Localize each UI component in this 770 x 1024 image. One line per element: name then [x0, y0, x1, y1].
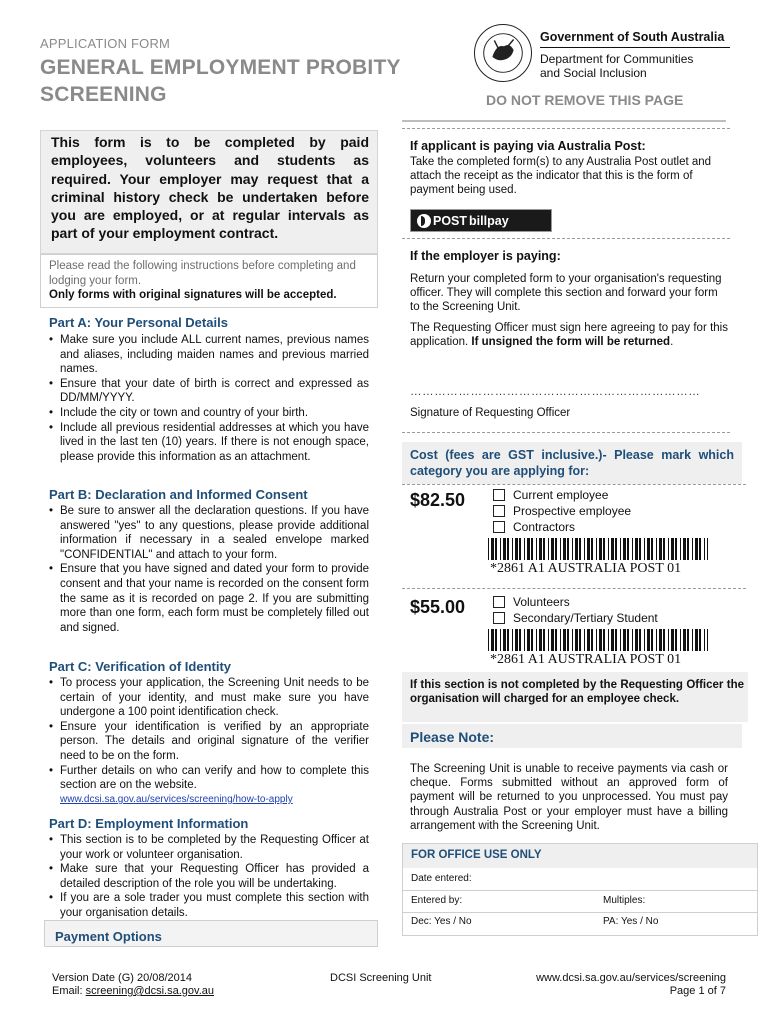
footer-right: [536, 972, 726, 998]
australia-post-icon: [417, 214, 431, 228]
barcode-bar: [579, 538, 581, 560]
list-item: • Ensure your identification is verified by an appropriate person. The details and original signature of the verifier need to be on the form.: [49, 720, 369, 764]
barcode-bar: [527, 629, 530, 651]
barcode-bar: [707, 629, 708, 651]
barcode-bar: [620, 538, 621, 560]
post-billpay-logo: [410, 209, 552, 232]
checkbox[interactable]: [493, 521, 505, 533]
barcode-bar: [635, 629, 638, 651]
barcode-bar: [503, 538, 506, 560]
part-b-title: Part B: Declaration and Informed Consent: [49, 487, 308, 502]
post-billpay-word2: billpay: [469, 213, 509, 228]
checkbox[interactable]: [493, 505, 505, 517]
date-entered-field[interactable]: Date entered:: [411, 873, 472, 884]
barcode-bar: [651, 629, 653, 651]
instructions-text: Please read the following instructions before completing and lodging your form.: [49, 260, 356, 287]
requesting-officer-text-end: .: [670, 336, 674, 349]
barcode-bar: [539, 538, 542, 560]
government-title: Government of South Australia: [540, 30, 725, 44]
requesting-officer-text-bold: If unsigned the form will be returned: [471, 336, 671, 349]
barcode-bar: [491, 538, 494, 560]
checkbox[interactable]: [493, 596, 505, 608]
barcode-bar: [543, 629, 545, 651]
barcode-bar: [675, 629, 677, 651]
barcode-bar: [671, 629, 674, 651]
barcode-bar: [543, 538, 545, 560]
please-note-title: Please Note:: [410, 729, 495, 745]
barcode-bar: [527, 538, 530, 560]
barcode-bar: [575, 538, 578, 560]
footer-left: [52, 972, 214, 998]
option-student[interactable]: [493, 611, 658, 625]
barcode-bar: [503, 629, 506, 651]
barcode-tier-1: [488, 538, 708, 560]
barcode-bar: [587, 538, 590, 560]
list-item: • Be sure to answer all the declaration questions. If you have answered "yes" to any questions, please provide additional information if necessary in a sealed envelope marked "CONFIDENTIAL" and attach to your form.: [49, 504, 369, 562]
barcode-bar: [704, 538, 705, 560]
list-item: • Make sure that your Requesting Officer has provided a detailed description of the role you will be undertaking.: [49, 862, 369, 891]
barcode-bar: [635, 538, 638, 560]
unsigned-warning: If this section is not completed by the Requesting Officer the organisation will charged for an employee check.: [410, 679, 744, 706]
footer-website[interactable]: www.dcsi.sa.gov.au/services/screening: [536, 972, 726, 984]
barcode-bar: [687, 538, 689, 560]
requesting-officer-text-normal: The Requesting Officer must sign here agreeing to pay for this application.: [410, 322, 728, 349]
office-row-divider: [403, 912, 757, 913]
do-not-remove-notice: DO NOT REMOVE THIS PAGE: [486, 92, 684, 108]
barcode-bar: [563, 629, 566, 651]
barcode-bar: [579, 629, 581, 651]
barcode-bar: [656, 629, 657, 651]
barcode-bar: [683, 629, 686, 651]
barcode-bar: [695, 629, 698, 651]
barcode-bar: [692, 538, 693, 560]
part-d-title: Part D: Employment Information: [49, 816, 249, 831]
barcode-bar: [623, 629, 626, 651]
requesting-officer-text: [410, 321, 728, 349]
original-signature-note: Only forms with original signatures will be accepted.: [49, 289, 337, 301]
how-to-apply-link[interactable]: www.dcsi.sa.gov.au/services/screening/how-to-apply: [60, 794, 293, 805]
email-link[interactable]: screening@dcsi.sa.gov.au: [85, 985, 214, 997]
barcode-bar: [671, 538, 674, 560]
barcode-bar: [536, 629, 537, 651]
instructions-box: [40, 254, 378, 308]
office-use-box: [402, 843, 758, 936]
section-divider: [402, 588, 746, 589]
part-d-list: [49, 833, 369, 921]
barcode-text-tier-1: *2861 A1 AUSTRALIA POST 01: [490, 561, 682, 576]
barcode-bar: [531, 538, 533, 560]
option-volunteers[interactable]: [493, 595, 570, 609]
dec-field[interactable]: Dec: Yes / No: [411, 916, 472, 927]
barcode-bar: [695, 538, 698, 560]
barcode-bar: [563, 538, 566, 560]
barcode-bar: [515, 629, 518, 651]
barcode-bar: [591, 629, 593, 651]
barcode-bar: [680, 629, 681, 651]
barcode-bar: [551, 538, 554, 560]
form-type-label: APPLICATION FORM: [40, 36, 171, 51]
barcode-bar: [603, 629, 605, 651]
barcode-bar: [507, 538, 509, 560]
checkbox[interactable]: [493, 612, 505, 624]
payment-options-heading: Payment Options: [44, 920, 378, 947]
header-divider: [540, 47, 730, 48]
option-current-employee[interactable]: [493, 488, 608, 502]
list-item: • This section is to be completed by the Requesting Officer at your work or volunteer organisation.: [49, 833, 369, 862]
option-label: Secondary/Tertiary Student: [513, 611, 658, 625]
barcode-bar: [647, 629, 650, 651]
barcode-bar: [707, 538, 708, 560]
barcode-bar: [515, 538, 518, 560]
page-title: [40, 54, 401, 108]
barcode-bar: [615, 538, 617, 560]
section-divider: [402, 128, 730, 129]
barcode-bar: [495, 538, 497, 560]
barcode-bar: [560, 629, 561, 651]
barcode-bar: [488, 629, 489, 651]
barcode-bar: [639, 629, 641, 651]
price-tier-2: $55.00: [410, 597, 466, 617]
email-label: Email:: [52, 985, 86, 997]
barcode-bar: [632, 538, 633, 560]
right-column-top-rule: [402, 120, 726, 122]
barcode-bar: [644, 538, 645, 560]
government-seal-icon: [474, 24, 532, 82]
part-c-title: Part C: Verification of Identity: [49, 659, 232, 674]
barcode-bar: [627, 538, 629, 560]
department-line2: and Social Inclusion: [540, 66, 647, 80]
barcode-bar: [524, 538, 525, 560]
barcode-bar: [632, 629, 633, 651]
barcode-bar: [491, 629, 494, 651]
option-label: Contractors: [513, 520, 576, 534]
barcode-bar: [656, 538, 657, 560]
price-tier-1: $82.50: [410, 490, 466, 510]
barcode-bar: [668, 629, 669, 651]
please-note-text: The Screening Unit is unable to receive payments via cash or cheque. Forms submitted without an approved form of payment will be returned to you unprocessed. You must pay through Australia Post or your employer must have a billing arrangement with the Screening Unit.: [410, 763, 728, 832]
barcode-bar: [599, 629, 602, 651]
barcode-bar: [591, 538, 593, 560]
barcode-bar: [639, 538, 641, 560]
barcode-bar: [608, 538, 609, 560]
list-item: • Include the city or town and country of your birth.: [49, 406, 369, 421]
barcode-bar: [683, 538, 686, 560]
barcode-bar: [572, 629, 573, 651]
list-item: • Further details on who can verify and how to complete this section are on the website.: [49, 764, 369, 793]
barcode-bar: [500, 538, 501, 560]
barcode-bar: [548, 538, 549, 560]
barcode-bar: [512, 538, 513, 560]
option-label: Volunteers: [513, 595, 570, 609]
part-b-list: [49, 504, 369, 635]
barcode-bar: [555, 629, 557, 651]
list-item: • Ensure that your date of birth is correct and expressed as DD/MM/YYYY.: [49, 377, 369, 406]
option-label: Current employee: [513, 488, 609, 502]
list-item: • If you are a sole trader you must complete this section with your organisation details.: [49, 891, 369, 920]
barcode-bar: [539, 629, 542, 651]
barcode-bar: [495, 629, 497, 651]
barcode-bar: [500, 629, 501, 651]
barcode-bar: [596, 629, 597, 651]
office-row-divider: [403, 890, 757, 891]
list-item: • Make sure you include ALL current names, previous names and aliases, including maiden names and previous married names.: [49, 333, 369, 377]
barcode-bar: [584, 629, 585, 651]
footer-email: [52, 985, 214, 998]
barcode-bar: [551, 629, 554, 651]
pa-field[interactable]: PA: Yes / No: [603, 916, 659, 927]
entered-by-field[interactable]: Entered by:: [411, 895, 463, 906]
barcode-bar: [555, 538, 557, 560]
australia-post-heading: If applicant is paying via Australia Post:: [410, 139, 646, 153]
barcode-bar: [611, 629, 614, 651]
barcode-bar: [512, 629, 513, 651]
barcode-bar: [620, 629, 621, 651]
page-title-line1: GENERAL EMPLOYMENT PROBITY: [40, 56, 401, 79]
barcode-bar: [524, 629, 525, 651]
multiples-field[interactable]: Multiples:: [603, 895, 646, 906]
list-item: • Ensure that you have signed and dated your form to provide consent and that your name is recorded on the consent form the same as it is recorded on page 2. If you are submitting more than one form, each form must be completely filled out and signed.: [49, 562, 369, 635]
part-c-list: [49, 676, 369, 793]
part-a-title: Part A: Your Personal Details: [49, 315, 228, 330]
checkbox[interactable]: [493, 489, 505, 501]
barcode-text-tier-2: *2861 A1 AUSTRALIA POST 01: [490, 652, 682, 667]
post-billpay-word1: POST: [433, 213, 468, 228]
barcode-bar: [704, 629, 705, 651]
employer-paying-text: Return your completed form to your organisation's requesting officer. They will complete this section and forward your form to the Screening Unit.: [410, 273, 722, 314]
barcode-bar: [659, 629, 662, 651]
department-name: [540, 52, 693, 80]
cost-heading: Cost (fees are GST inclusive.)- Please mark which category you are applying for:: [402, 442, 742, 484]
barcode-bar: [668, 538, 669, 560]
barcode-bar: [519, 629, 521, 651]
list-item: • To process your application, the Screening Unit needs to be certain of your identity, and must make sure you have undergone a 100 point identification check.: [49, 676, 369, 720]
barcode-bar: [627, 629, 629, 651]
department-line1: Department for Communities: [540, 52, 694, 66]
barcode-bar: [699, 629, 701, 651]
barcode-bar: [659, 538, 662, 560]
option-contractors[interactable]: [493, 520, 575, 534]
signature-label: Signature of Requesting Officer: [410, 407, 571, 419]
part-a-list: [49, 333, 369, 464]
barcode-bar: [651, 538, 653, 560]
barcode-bar: [587, 629, 590, 651]
section-divider: [402, 238, 730, 239]
barcode-bar: [572, 538, 573, 560]
barcode-bar: [692, 629, 693, 651]
barcode-bar: [507, 629, 509, 651]
barcode-bar: [647, 538, 650, 560]
option-prospective-employee[interactable]: [493, 504, 631, 518]
barcode-tier-2: [488, 629, 708, 651]
barcode-bar: [531, 629, 533, 651]
barcode-bar: [663, 538, 665, 560]
barcode-bar: [560, 538, 561, 560]
office-use-title: FOR OFFICE USE ONLY: [403, 844, 757, 868]
barcode-bar: [675, 538, 677, 560]
footer-unit: DCSI Screening Unit: [330, 972, 432, 984]
barcode-bar: [567, 538, 569, 560]
barcode-bar: [596, 538, 597, 560]
barcode-bar: [644, 629, 645, 651]
barcode-bar: [663, 629, 665, 651]
barcode-bar: [599, 538, 602, 560]
barcode-bar: [575, 629, 578, 651]
barcode-bar: [680, 538, 681, 560]
barcode-bar: [623, 538, 626, 560]
page-number: Page 1 of 7: [669, 985, 726, 997]
barcode-bar: [608, 629, 609, 651]
barcode-bar: [699, 538, 701, 560]
australia-post-text: Take the completed form(s) to any Australia Post outlet and attach the receipt as the indicator that this is the form of payment being used.: [410, 156, 712, 197]
barcode-bar: [567, 629, 569, 651]
barcode-bar: [687, 629, 689, 651]
barcode-bar: [488, 538, 489, 560]
page-title-line2: SCREENING: [40, 83, 167, 106]
barcode-bar: [603, 538, 605, 560]
section-divider: [402, 432, 730, 433]
section-divider: [402, 484, 746, 485]
signature-line[interactable]: ………………………………………………………………: [410, 386, 701, 398]
employer-paying-heading: If the employer is paying:: [410, 249, 561, 263]
barcode-bar: [536, 538, 537, 560]
barcode-bar: [548, 629, 549, 651]
list-item: • Include all previous residential addresses at which you have lived in the last ten (10) years. If there is not enough space, please provide this information as an attachment.: [49, 421, 369, 465]
version-date: Version Date (G) 20/08/2014: [52, 972, 193, 984]
barcode-bar: [615, 629, 617, 651]
intro-text: This form is to be completed by paid employees, volunteers and students as required. Your employer may request that a criminal history check be undertaken before you are employed, or at regular intervals as part of your employment contract.: [40, 130, 378, 254]
barcode-bar: [584, 538, 585, 560]
barcode-bar: [519, 538, 521, 560]
barcode-bar: [611, 538, 614, 560]
option-label: Prospective employee: [513, 504, 632, 518]
